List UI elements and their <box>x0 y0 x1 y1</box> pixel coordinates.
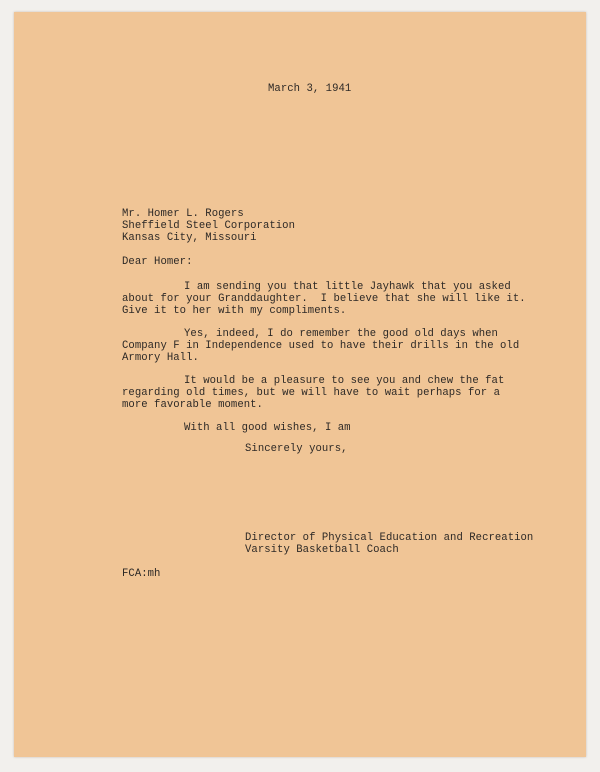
paragraph-3-line-2: regarding old times, but we will have to wait perhaps for a <box>122 387 501 399</box>
recipient-city: Kansas City, Missouri <box>122 232 257 244</box>
paragraph-1-line-2: about for your Granddaughter. I believe that she will like it. <box>122 293 526 305</box>
paragraph-3-line-3: more favorable moment. <box>122 399 263 411</box>
recipient-company: Sheffield Steel Corporation <box>122 220 295 232</box>
paragraph-2-line-1: Yes, indeed, I do remember the good old days when <box>184 328 498 340</box>
signature-title-1: Director of Physical Education and Recreation <box>245 532 534 544</box>
recipient-name: Mr. Homer L. Rogers <box>122 208 244 220</box>
paragraph-1-line-1: I am sending you that little Jayhawk that you asked <box>184 281 511 293</box>
paragraph-2-line-3: Armory Hall. <box>122 352 199 364</box>
paragraph-1-line-3: Give it to her with my compliments. <box>122 305 347 317</box>
salutation: Dear Homer: <box>122 256 193 268</box>
letter-date: March 3, 1941 <box>268 83 352 95</box>
good-wishes-line: With all good wishes, I am <box>184 422 351 434</box>
paragraph-3-line-1: It would be a pleasure to see you and chew the fat <box>184 375 505 387</box>
typist-initials: FCA:mh <box>122 568 161 580</box>
closing: Sincerely yours, <box>245 443 348 455</box>
paragraph-2-line-2: Company F in Independence used to have their drills in the old <box>122 340 520 352</box>
signature-title-2: Varsity Basketball Coach <box>245 544 399 556</box>
